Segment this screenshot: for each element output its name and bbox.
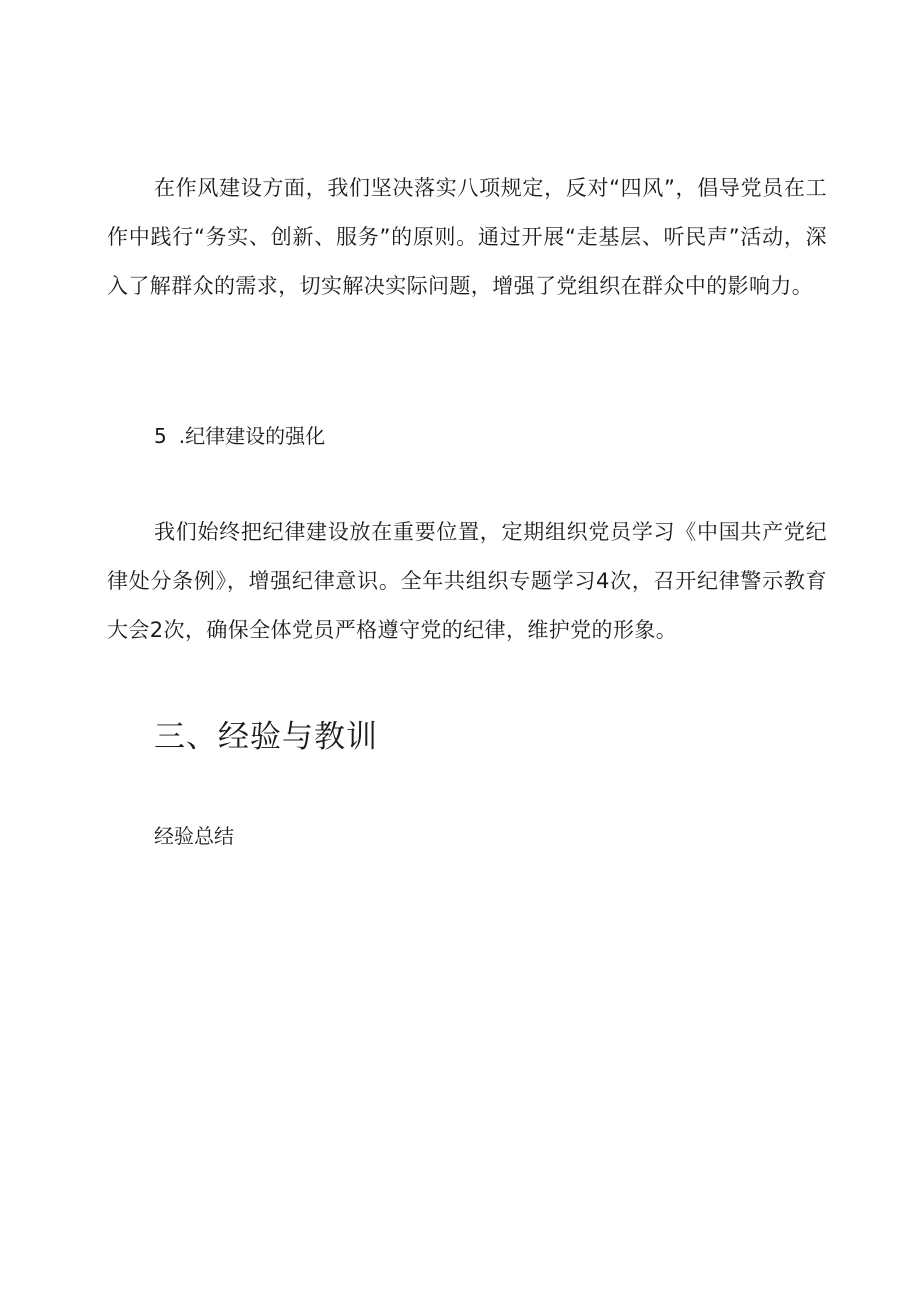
- paragraph-discipline: 我们始终把纪律建设放在重要位置，定期组织党员学习《中国共产党纪律处分条例》，增强纪律意识。全年共组织专题学习4次，召开纪律警示教育大会2次，确保全体党员严格遵守党的纪律，维护党的形象。: [107, 520, 827, 642]
- section-heading: 三、经验与教训: [154, 719, 378, 755]
- experience-summary-label: 经验总结: [154, 824, 234, 848]
- subheading-number: 5: [154, 424, 167, 448]
- paragraph-style-building: 在作风建设方面，我们坚决落实八项规定，反对“四风”，倡导党员在工作中践行“务实、创新、服务”的原则。通过开展“走基层、听民声”活动，深入了解群众的需求，切实解决实际问题，增强了党组织在群众中的影响力。: [107, 176, 827, 298]
- subheading-discipline: [154, 419, 325, 453]
- subheading-text: .纪律建设的强化: [178, 424, 326, 448]
